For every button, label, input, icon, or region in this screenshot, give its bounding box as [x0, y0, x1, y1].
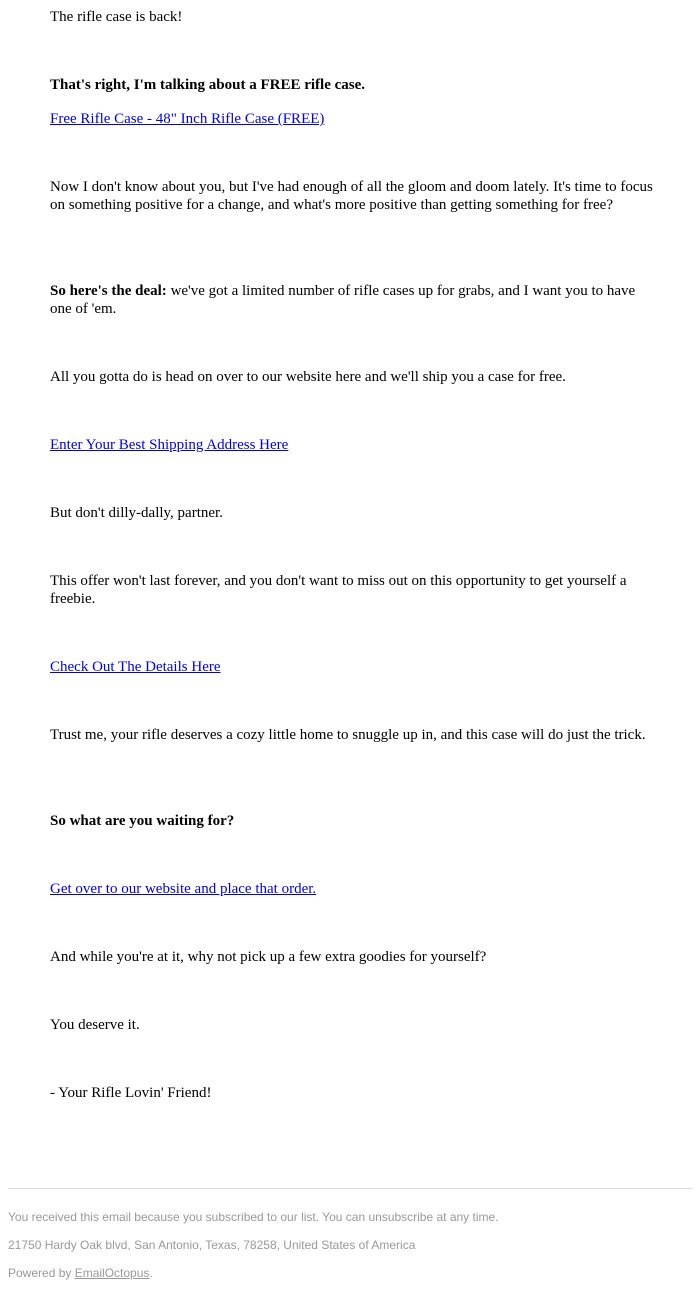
place-order-link[interactable]: Get over to our website and place that order.: [50, 881, 317, 897]
deserve-paragraph: You deserve it.: [50, 1017, 140, 1033]
shipping-address-paragraph: [50, 436, 655, 454]
powered-by-prefix: Powered by: [8, 1266, 75, 1280]
trust-paragraph: Trust me, your rifle deserves a cozy little home to snuggle up in, and this case will do just the trick.: [50, 727, 646, 743]
emailoctopus-link[interactable]: EmailOctopus: [74, 1266, 150, 1280]
details-link[interactable]: Check Out The Details Here: [50, 659, 221, 675]
signoff-text: - Your Rifle Lovin' Friend!: [50, 1085, 212, 1101]
order-paragraph: [50, 880, 655, 898]
footer-divider: [8, 1188, 692, 1189]
powered-by-suffix: .: [149, 1266, 153, 1280]
details-paragraph: [50, 658, 655, 676]
footer-address-text: 21750 Hardy Oak blvd, San Antonio, Texas, 78258, United States of America: [8, 1238, 416, 1252]
free-rifle-case-paragraph: [50, 110, 655, 128]
deal-label: So here's the deal:: [50, 283, 167, 299]
shipping-address-link[interactable]: Enter Your Best Shipping Address Here: [50, 437, 289, 453]
website-paragraph: All you gotta do is head on over to our website here and we'll ship you a case for free.: [50, 369, 566, 385]
deal-text: we've got a limited number of rifle cases up for grabs, and I want you to have one of 'em.: [50, 283, 636, 317]
deal-paragraph: [50, 282, 655, 318]
goodies-paragraph: And while you're at it, why not pick up a few extra goodies for yourself?: [50, 949, 487, 965]
waiting-text: So what are you waiting for?: [50, 813, 235, 829]
gloom-paragraph: Now I don't know about you, but I've had enough of all the gloom and doom lately. It's time to focus on something positive for a change, and what's more positive than getting something for free?: [50, 179, 653, 213]
intro-text: The rifle case is back!: [50, 9, 183, 25]
footer-powered-by: [8, 1265, 153, 1281]
offer-paragraph: This offer won't last forever, and you don't want to miss out on this opportunity to get yourself a freebie.: [50, 573, 627, 607]
free-rifle-case-link[interactable]: Free Rifle Case - 48" Inch Rifle Case (FREE): [50, 111, 325, 127]
dilly-dally-paragraph: But don't dilly-dally, partner.: [50, 505, 223, 521]
headline-text: That's right, I'm talking about a FREE rifle case.: [50, 77, 366, 93]
footer-subscribed-text: You received this email because you subscribed to our list. You can unsubscribe at any time.: [8, 1210, 499, 1224]
